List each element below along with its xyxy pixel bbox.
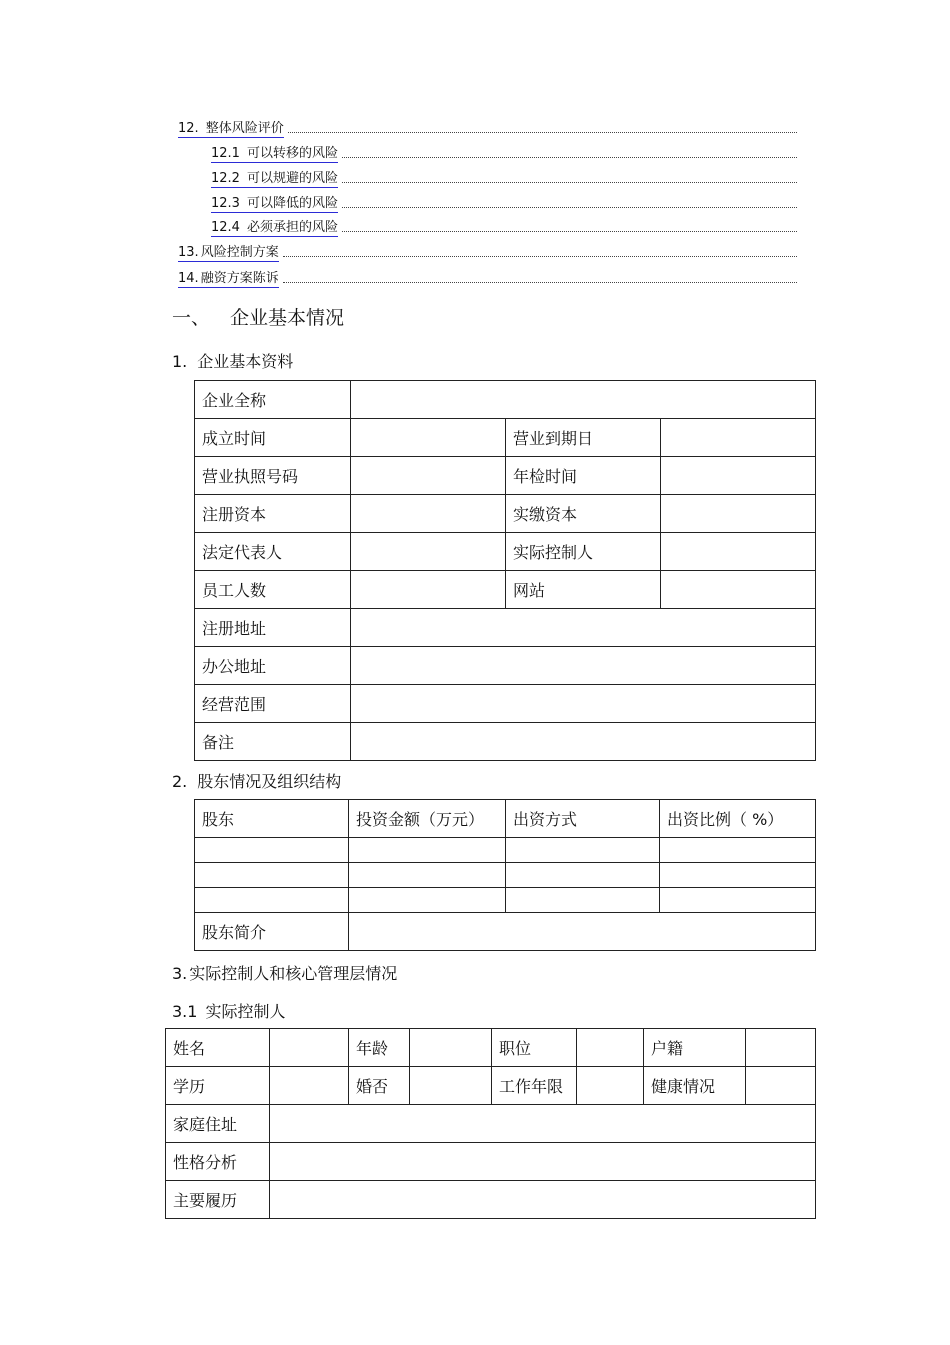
value-legal-rep[interactable]: [351, 533, 506, 571]
value-staff-count[interactable]: [351, 571, 506, 609]
value-annual-check[interactable]: [661, 457, 816, 495]
toc-number: 12.2: [211, 171, 240, 186]
value-remarks[interactable]: [351, 723, 816, 761]
value-expiry[interactable]: [661, 419, 816, 457]
cell[interactable]: [349, 863, 506, 888]
toc-label: 可以降低的风险: [246, 196, 338, 211]
table-row: [195, 381, 816, 419]
cell[interactable]: [660, 863, 816, 888]
label-resume: 主要履历: [166, 1181, 270, 1219]
header-investment: 投资金额（万元）: [349, 800, 506, 838]
subsection-heading-3: [172, 961, 397, 984]
cell[interactable]: [349, 888, 506, 913]
section-number: 一、: [172, 307, 211, 329]
subsection-title: 实际控制人和核心管理层情况: [189, 964, 398, 983]
label-health: 健康情况: [644, 1067, 746, 1105]
subsection-title: 实际控制人: [205, 1002, 286, 1021]
table-header-row: [195, 800, 816, 838]
toc-item-14[interactable]: [178, 270, 797, 288]
value-actual-controller[interactable]: [661, 533, 816, 571]
label-website: 网站: [506, 571, 661, 609]
table-row: [195, 533, 816, 571]
table-row: [195, 571, 816, 609]
company-basic-info-table: [194, 380, 816, 761]
toc-number: 13.: [178, 245, 199, 260]
value-established[interactable]: [351, 419, 506, 457]
value-age[interactable]: [410, 1029, 492, 1067]
cell[interactable]: [195, 838, 349, 863]
toc-item-12-4[interactable]: [211, 219, 797, 237]
label-full-name: 企业全称: [195, 381, 351, 419]
label-reg-address: 注册地址: [195, 609, 351, 647]
table-row: [195, 913, 816, 951]
table-row: [195, 609, 816, 647]
label-established: 成立时间: [195, 419, 351, 457]
subsection-number: 3.1: [172, 1002, 198, 1021]
value-license-no[interactable]: [351, 457, 506, 495]
value-office-address[interactable]: [351, 647, 816, 685]
label-remarks: 备注: [195, 723, 351, 761]
section-heading: [172, 303, 344, 330]
value-position[interactable]: [577, 1029, 644, 1067]
subsection-heading-3-1: [172, 999, 285, 1022]
toc-leader: [288, 132, 797, 133]
label-reg-capital: 注册资本: [195, 495, 351, 533]
subsection-heading-1: [172, 349, 293, 372]
table-row: [195, 647, 816, 685]
value-health[interactable]: [746, 1067, 816, 1105]
label-education: 学历: [166, 1067, 270, 1105]
cell[interactable]: [506, 888, 660, 913]
toc-leader: [342, 207, 797, 208]
value-education[interactable]: [270, 1067, 349, 1105]
label-marital: 婚否: [349, 1067, 410, 1105]
label-hukou: 户籍: [644, 1029, 746, 1067]
label-paid-capital: 实缴资本: [506, 495, 661, 533]
label-license-no: 营业执照号码: [195, 457, 351, 495]
label-home-address: 家庭住址: [166, 1105, 270, 1143]
table-row: [195, 888, 816, 913]
value-work-years[interactable]: [577, 1067, 644, 1105]
cell[interactable]: [195, 863, 349, 888]
toc-item-12[interactable]: [178, 120, 797, 138]
toc-label: 可以转移的风险: [246, 146, 338, 161]
value-name[interactable]: [270, 1029, 349, 1067]
toc-item-12-3[interactable]: [211, 195, 797, 213]
toc-number: 14.: [178, 271, 199, 286]
toc-label: 融资方案陈诉: [200, 271, 279, 286]
value-website[interactable]: [661, 571, 816, 609]
toc-label: 整体风险评价: [205, 121, 284, 136]
toc-item-13[interactable]: [178, 244, 797, 262]
cell[interactable]: [660, 838, 816, 863]
cell[interactable]: [349, 838, 506, 863]
toc-leader: [283, 282, 797, 283]
table-row: [195, 863, 816, 888]
actual-controller-table: [165, 1028, 816, 1219]
header-contribution-ratio: 出资比例（ %）: [660, 800, 816, 838]
table-row: [166, 1143, 816, 1181]
label-expiry: 营业到期日: [506, 419, 661, 457]
toc-leader: [342, 231, 797, 232]
label-work-years: 工作年限: [492, 1067, 577, 1105]
value-personality[interactable]: [270, 1143, 816, 1181]
value-reg-address[interactable]: [351, 609, 816, 647]
toc-label: 可以规避的风险: [246, 171, 338, 186]
value-business-scope[interactable]: [351, 685, 816, 723]
value-marital[interactable]: [410, 1067, 492, 1105]
value-paid-capital[interactable]: [661, 495, 816, 533]
shareholder-table: [194, 799, 816, 951]
label-staff-count: 员工人数: [195, 571, 351, 609]
toc-label: 必须承担的风险: [246, 220, 338, 235]
label-shareholder-intro: 股东简介: [195, 913, 349, 951]
toc-number: 12.: [178, 121, 199, 136]
label-position: 职位: [492, 1029, 577, 1067]
toc-item-12-2[interactable]: [211, 170, 797, 188]
label-business-scope: 经营范围: [195, 685, 351, 723]
table-row: [195, 685, 816, 723]
toc-label: 风险控制方案: [200, 245, 279, 260]
section-title: 企业基本情况: [230, 307, 345, 329]
toc-leader: [342, 182, 797, 183]
subsection-title: 企业基本资料: [197, 352, 294, 371]
cell[interactable]: [506, 838, 660, 863]
header-shareholder: 股东: [195, 800, 349, 838]
table-row: [195, 419, 816, 457]
table-row: [166, 1181, 816, 1219]
toc-number: 12.1: [211, 146, 240, 161]
table-row: [195, 457, 816, 495]
subsection-number: 1.: [172, 352, 188, 371]
label-office-address: 办公地址: [195, 647, 351, 685]
subsection-number: 3.: [172, 964, 188, 983]
subsection-heading-2: [172, 769, 341, 792]
toc-leader: [342, 157, 797, 158]
label-name: 姓名: [166, 1029, 270, 1067]
table-row: [166, 1105, 816, 1143]
label-annual-check: 年检时间: [506, 457, 661, 495]
cell[interactable]: [660, 888, 816, 913]
value-reg-capital[interactable]: [351, 495, 506, 533]
toc-item-12-1[interactable]: [211, 145, 797, 163]
toc-number: 12.4: [211, 220, 240, 235]
value-hukou[interactable]: [746, 1029, 816, 1067]
value-home-address[interactable]: [270, 1105, 816, 1143]
table-row: [166, 1067, 816, 1105]
label-personality: 性格分析: [166, 1143, 270, 1181]
table-row: [195, 495, 816, 533]
table-row: [195, 723, 816, 761]
subsection-title: 股东情况及组织结构: [197, 772, 342, 791]
toc-leader: [283, 256, 797, 257]
value-full-name[interactable]: [351, 381, 816, 419]
toc-number: 12.3: [211, 196, 240, 211]
cell[interactable]: [195, 888, 349, 913]
header-contribution-method: 出资方式: [506, 800, 660, 838]
cell[interactable]: [506, 863, 660, 888]
value-resume[interactable]: [270, 1181, 816, 1219]
table-row: [166, 1029, 816, 1067]
table-row: [195, 838, 816, 863]
label-legal-rep: 法定代表人: [195, 533, 351, 571]
label-age: 年龄: [349, 1029, 410, 1067]
subsection-number: 2.: [172, 772, 188, 791]
label-actual-controller: 实际控制人: [506, 533, 661, 571]
value-shareholder-intro[interactable]: [349, 913, 816, 951]
